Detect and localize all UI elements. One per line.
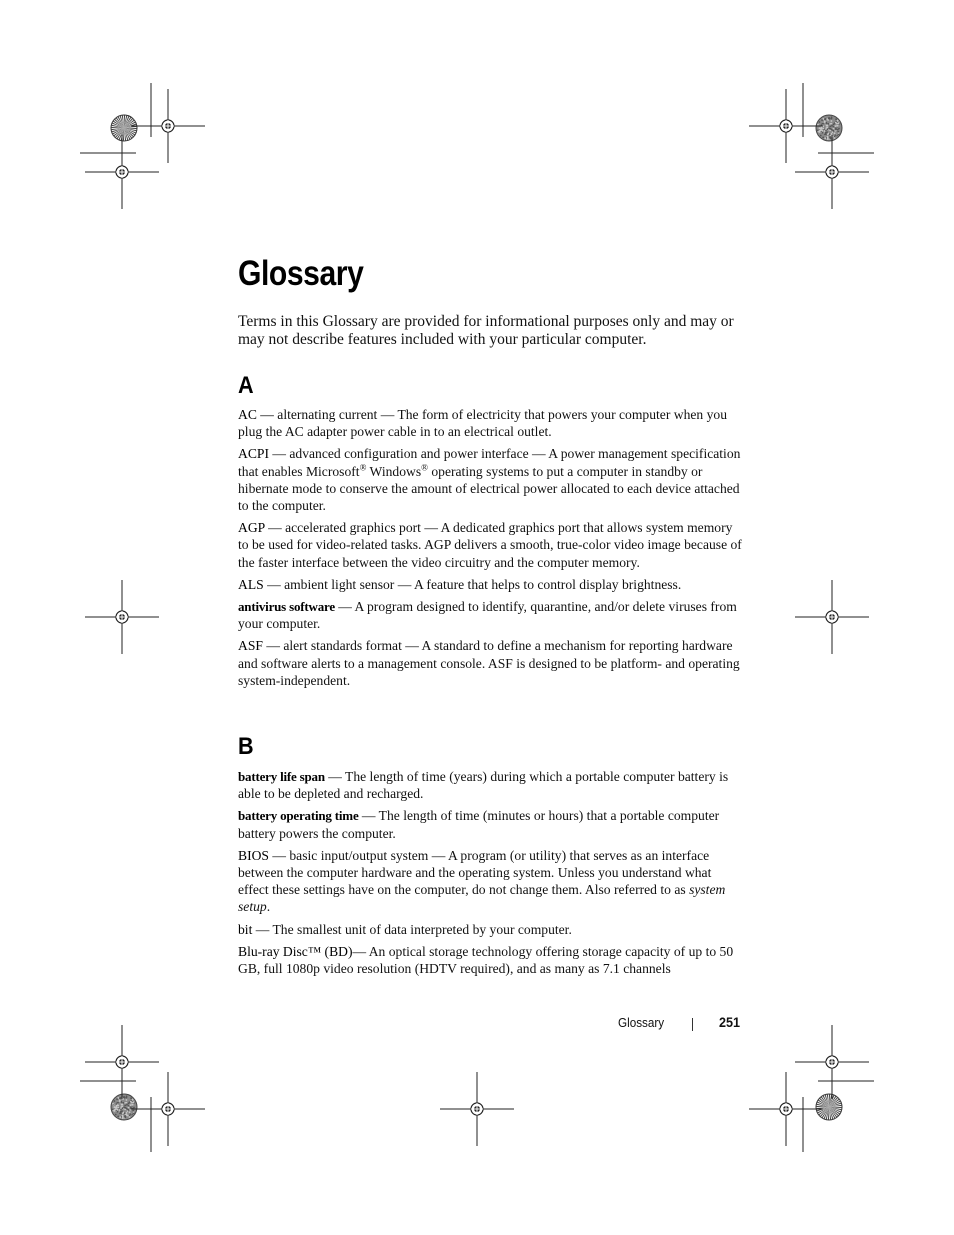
section-b-entries — [238, 768, 743, 982]
crosshair-mark — [749, 89, 823, 163]
glossary-entry-battery-operating-time: battery operating time — The length of time (minutes or hours) that a portable computer battery powers the computer. — [238, 808, 720, 841]
color-target-mark — [816, 1094, 842, 1120]
section-heading-a: A — [238, 372, 254, 399]
crosshair-mark — [85, 580, 159, 654]
crosshair-mark — [131, 89, 205, 163]
intro-paragraph: Terms in this Glossary are provided for informational purposes only and may or may not describe features included with your particular computer. — [238, 313, 734, 348]
crosshair-mark — [131, 1072, 205, 1146]
crosshair-mark — [795, 1025, 869, 1099]
glossary-entry-bit: bit — The smallest unit of data interpreted by your computer. — [238, 921, 572, 937]
crosshair-mark — [749, 1072, 823, 1146]
glossary-entry-als: ALS — ambient light sensor — A feature that helps to control display brightness. — [238, 576, 682, 592]
color-target-mark — [111, 115, 137, 141]
crosshair-mark — [795, 580, 869, 654]
glossary-entry-ac: AC — alternating current — The form of electricity that powers your computer when you plug the AC adapter power cable in to an electrical outlet. — [238, 407, 727, 440]
footer-section-label: Glossary — [618, 1015, 665, 1030]
glossary-entry-acpi: ACPI — advanced configuration and power interface — A power management specification that enables Microsoft® Windows® operating systems to put a computer in standby or hibernate mode to conserve the amount of electrical power allocated to each device attached to the computer. — [238, 446, 741, 514]
crosshair-mark — [440, 1072, 514, 1146]
glossary-entry-battery-life-span: battery life span — The length of time (years) during which a portable computer battery is able to be depleted and recharged. — [238, 769, 729, 802]
glossary-entry-blu-ray-disc: Blu-ray Disc™ (BD)— An optical storage technology offering storage capacity of up to 50 GB, full 1080p video resolution (HDTV required), and as many as 7.1 channels — [238, 943, 734, 977]
glossary-entry-antivirus-software: antivirus software — A program designed to identify, quarantine, and/or delete viruses from your computer. — [238, 599, 737, 632]
footer-separator — [692, 1018, 693, 1031]
glossary-entry-agp: AGP — accelerated graphics port — A dedicated graphics port that allows system memory to be used for video-related tasks. AGP delivers a smooth, true-color video image because of the faster interface between the video circuitry and the computer memory. — [238, 520, 742, 570]
crosshair-mark — [85, 1025, 159, 1099]
gray-target-mark — [816, 115, 842, 141]
section-a-entries — [238, 406, 743, 694]
glossary-entry-bios: BIOS — basic input/output system — A program (or utility) that serves as an interface between the computer hardware and the operating system. Unless you understand what effect these settings have on the computer, do not change them. Also referred to as system setup. — [238, 847, 726, 915]
crosshair-mark — [795, 135, 869, 209]
glossary-entry-asf: ASF — alert standards format — A standard to define a mechanism for reporting hardware and software alerts to a management console. ASF is designed to be platform- and operating system-independent. — [238, 638, 740, 688]
gray-target-mark — [111, 1094, 137, 1120]
crosshair-mark — [85, 135, 159, 209]
section-heading-b: B — [238, 733, 254, 760]
page-title: Glossary — [238, 254, 364, 293]
page-number: 251 — [719, 1014, 741, 1030]
